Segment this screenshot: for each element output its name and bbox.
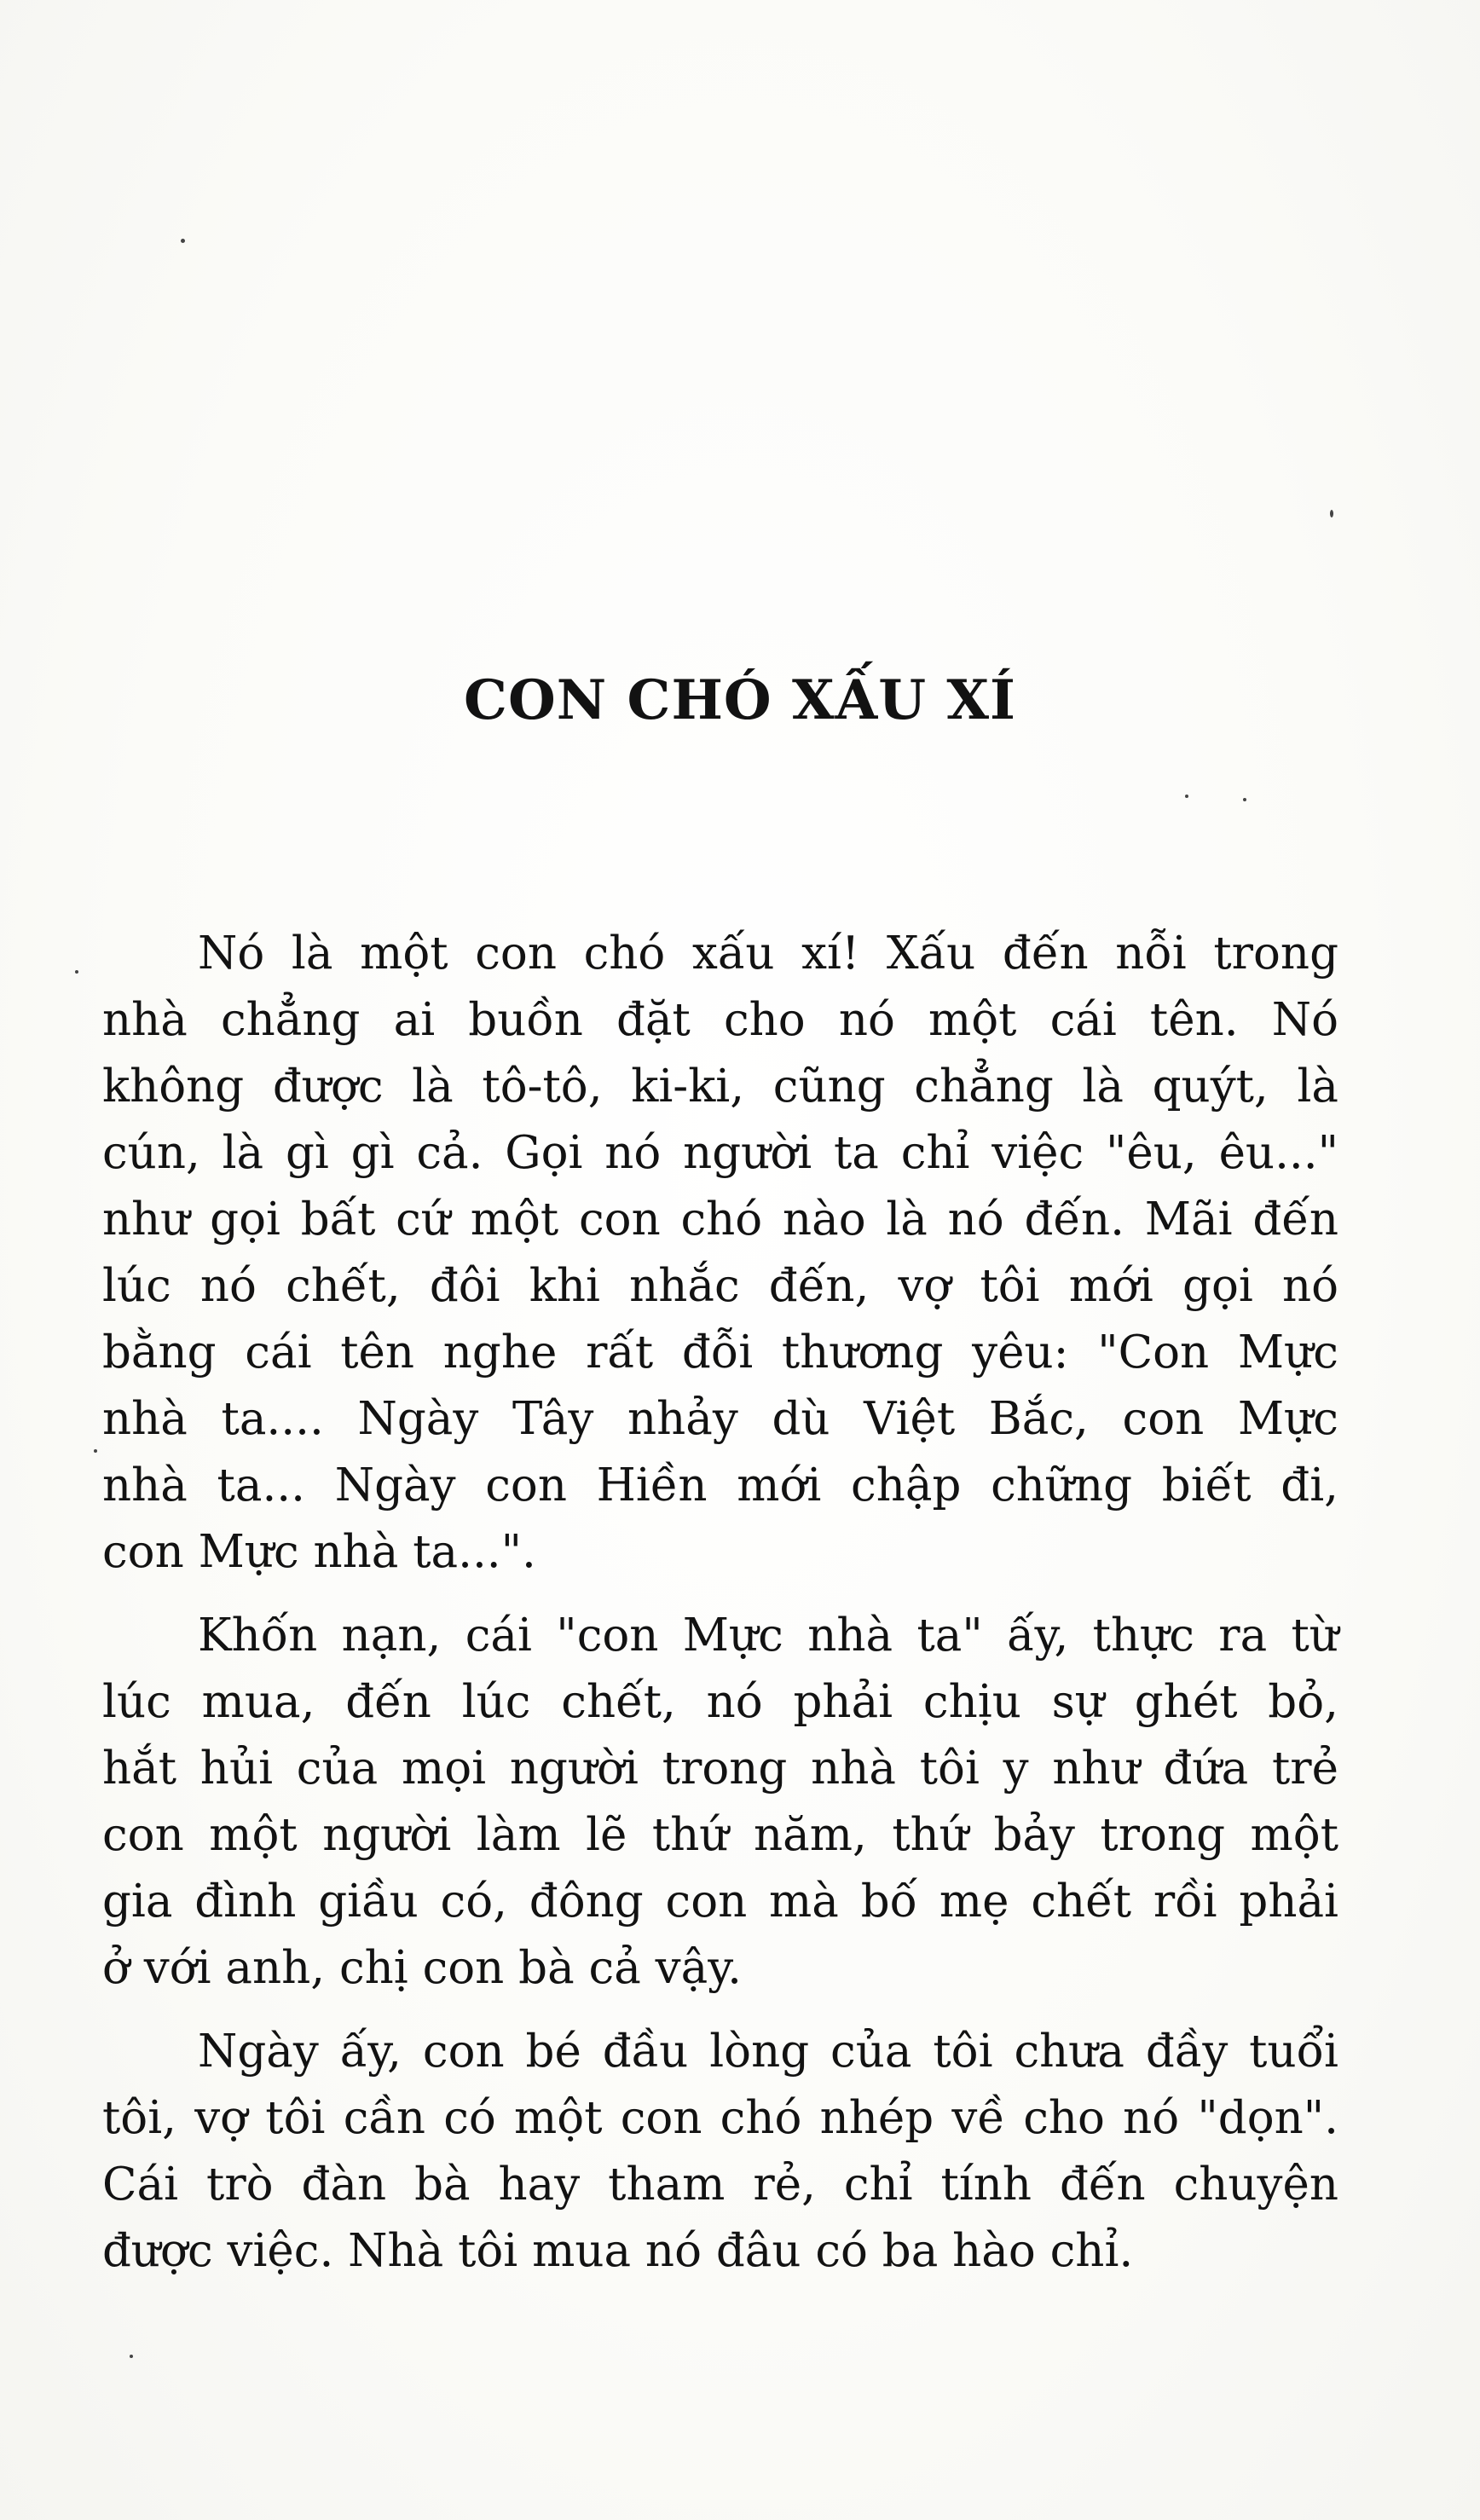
chapter-title: CON CHÓ XẤU XÍ	[464, 668, 1016, 732]
ink-speck	[130, 2355, 133, 2358]
ink-speck	[181, 239, 185, 243]
paragraph-3	[102, 2019, 1338, 2285]
text-line: như gọi bất cứ một con chó nào là nó đến. Mãi đến	[102, 1194, 1338, 1246]
text-line: nhà ta... Ngày con Hiền mới chập chững biết đi,	[102, 1459, 1338, 1511]
text-line: được việc. Nhà tôi mua nó đâu có ba hào chỉ.	[102, 2225, 1134, 2277]
text-line: nhà chẳng ai buồn đặt cho nó một cái tên. Nó	[102, 994, 1338, 1046]
text-line: con một người làm lẽ thứ năm, thứ bảy trong một	[102, 1809, 1338, 1861]
ink-speck	[75, 970, 78, 974]
paragraph-2	[102, 1603, 1338, 2002]
text-line: bằng cái tên nghe rất đỗi thương yêu: "Con Mực	[102, 1326, 1338, 1378]
text-line: Nó là một con chó xấu xí! Xấu đến nỗi trong	[198, 928, 1338, 980]
text-line: nhà ta.... Ngày Tây nhảy dù Việt Bắc, con Mực	[102, 1393, 1338, 1445]
text-line: hắt hủi của mọi người trong nhà tôi y như đứa trẻ	[102, 1743, 1338, 1795]
text-line: không được là tô-tô, ki-ki, cũng chẳng là quýt, là	[102, 1061, 1338, 1113]
text-line: lúc nó chết, đôi khi nhắc đến, vợ tôi mới gọi nó	[102, 1260, 1338, 1312]
body-text	[102, 921, 1338, 2302]
text-line: ở với anh, chị con bà cả vậy.	[102, 1942, 742, 1994]
ink-speck	[94, 1449, 97, 1453]
ink-speck	[1330, 510, 1333, 517]
paragraph-1	[102, 921, 1338, 1586]
text-line: gia đình giầu có, đông con mà bố mẹ chết rồi phải	[102, 1876, 1338, 1928]
text-line: lúc mua, đến lúc chết, nó phải chịu sự ghét bỏ,	[102, 1676, 1338, 1728]
text-line: cún, là gì gì cả. Gọi nó người ta chỉ việc "êu, êu..."	[102, 1127, 1338, 1179]
ink-speck	[1185, 795, 1188, 798]
ink-speck	[1243, 798, 1246, 801]
text-line: tôi, vợ tôi cần có một con chó nhép về cho nó "dọn".	[102, 2092, 1338, 2144]
text-line: Khốn nạn, cái "con Mực nhà ta" ấy, thực ra từ	[198, 1610, 1338, 1662]
text-line: Ngày ấy, con bé đầu lòng của tôi chưa đầy tuổi	[198, 2026, 1338, 2078]
text-line: con Mực nhà ta...".	[102, 1526, 536, 1578]
text-line: Cái trò đàn bà hay tham rẻ, chỉ tính đến chuyện	[102, 2159, 1338, 2211]
